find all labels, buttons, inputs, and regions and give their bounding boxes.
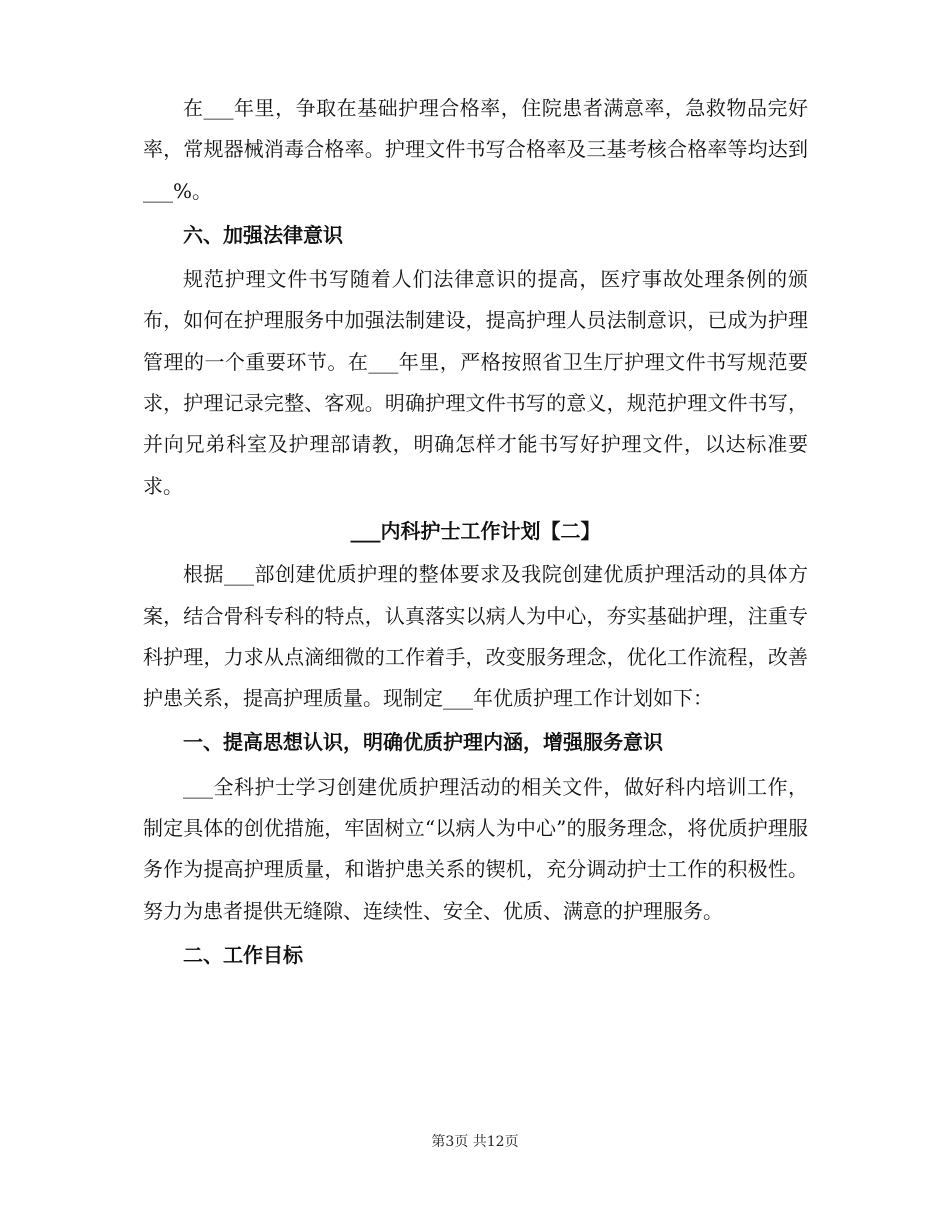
- paragraph-plan-intro: 根据___部创建优质护理的整体要求及我院创建优质护理活动的具体方案，结合骨科专科的特点，认真落实以病人为中心，夯实基础护理，注重专科护理，力求从点滴细微的工作着手，改变服务理念，优化工作流程，改善护患关系，提高护理质量。现制定___年优质护理工作计划如下：: [143, 562, 808, 711]
- plan-title-part-two: ___内科护士工作计划【二】: [350, 518, 601, 543]
- paragraph-legal-awareness: 规范护理文件书写随着人们法律意识的提高，医疗事故处理条例的颁布，如何在护理服务中加强法制建设，提高护理人员法制意识，已成为护理管理的一个重要环节。在___年里，严格按照省卫生厅护理文件书写规范要求，护理记录完整、客观。明确护理文件书写的意义，规范护理文件书写，并向兄弟科室及护理部请教，明确怎样才能书写好护理文件，以达标准要求。: [143, 267, 808, 498]
- paragraph-goal-rates: 在___年里，争取在基础护理合格率，住院患者满意率，急救物品完好率，常规器械消毒合格率。护理文件书写合格率及三基考核合格率等均达到___%。: [143, 96, 808, 203]
- document-body: [143, 88, 808, 979]
- page-number-footer: 第3页 共12页: [431, 1134, 519, 1150]
- section-heading-legal-awareness: 六、加强法律意识: [183, 222, 343, 247]
- section-heading-service-awareness: 一、提高思想认识，明确优质护理内涵，增强服务意识: [183, 730, 663, 755]
- section-heading-work-goals: 二、工作目标: [183, 942, 303, 967]
- paragraph-service-awareness: ___全科护士学习创建优质护理活动的相关文件，做好科内培训工作，制定具体的创优措施，牢固树立“以病人为中心”的服务理念，将优质护理服务作为提高护理质量，和谐护患关系的锲机，充分调动护士工作的积极性。努力为患者提供无缝隙、连续性、安全、优质、满意的护理服务。: [143, 774, 808, 923]
